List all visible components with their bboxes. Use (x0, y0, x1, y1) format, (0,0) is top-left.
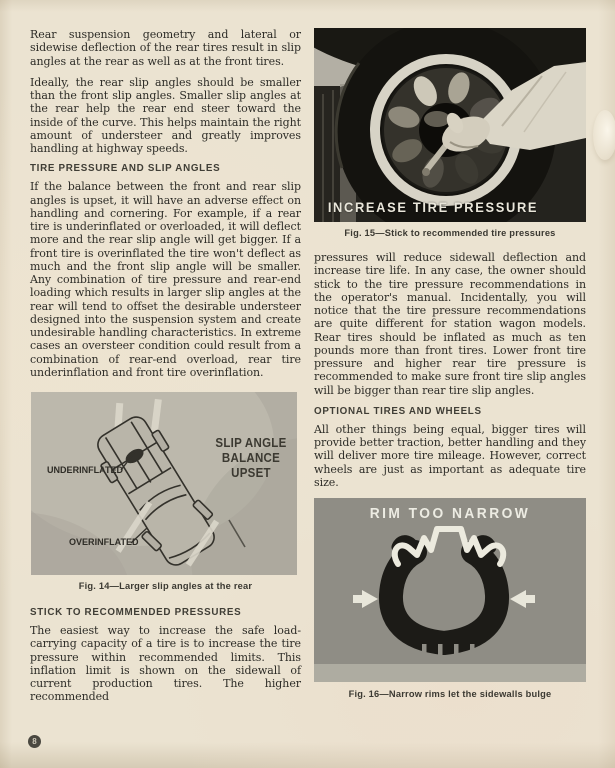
overinflated-label: OVERINFLATED (69, 537, 139, 548)
section-heading-recommended-pressures: STICK TO RECOMMENDED PRESSURES (30, 607, 242, 618)
paragraph: Ideally, the rear slip angles should be smaller than the front slip angles. Smaller slip angles at the rear help the rear end steer toward the inside of the curve. This helps maintain the right amount of understeer and greatly improves handling at highway speeds. (30, 75, 301, 155)
squeeze-arrow-right-tail (526, 595, 535, 603)
tread-notch (470, 644, 475, 656)
figure-15 (314, 28, 586, 238)
paragraph: If the balance between the front and rear slip angles is upset, it will have an adverse effect on handling and cornering. For example, if a rear tire is underinflated or overloaded, it will deflect more and the rear slip angle will get bigger. If a front tire is overinflated the tire won't deflect as much and the front slip angle will be smaller. Any combination of tire pressure and rear-end loading which results in larger slip angles at the rear will tend to offset the desirable understeer designed into the suspension system and create undesirable handling characteristics. In extreme cases an oversteer condition could result from a combination of rear-end overload, rear tire underinflation and front tire overinflation. (30, 180, 301, 379)
paragraph: The easiest way to increase the safe load-carrying capacity of a tire is to increase the tire pressure within recommended limits. This inflation limit is shown on the sidewall of current production tires. The higher recommended (30, 624, 301, 704)
figure-14-diagram (31, 392, 297, 575)
tire-pressure-photo (314, 28, 586, 222)
left-column (30, 28, 301, 712)
figure-14-caption: Fig. 14—Larger slip angles at the rear (78, 581, 253, 591)
diagram-background (314, 498, 586, 682)
figure-15-caption: Fig. 15—Stick to recommended tire pressures (344, 228, 556, 238)
gauge-tip (422, 168, 430, 176)
rim-too-narrow-diagram (314, 498, 586, 682)
tread-notch (438, 644, 443, 656)
squeeze-arrow-left-tail (353, 595, 362, 603)
paper-artifact (593, 110, 615, 160)
right-column (314, 28, 586, 699)
figure-15-photo (314, 28, 586, 222)
figure-16-diagram (314, 498, 586, 682)
tread-notch (422, 644, 427, 656)
rim-too-narrow-title: RIM TOO NARROW (369, 506, 531, 522)
figure-14 (30, 392, 301, 591)
paragraph: pressures will reduce sidewall deflection and increase tire life. In any case, the owner should stick to the tire pressure recommendations in the operator's manual. Incidentally, you will notice that the tire pressure recommendations are quite different for station wagon models. Rear tires should be inflated as much as ten pounds more than front tires. Lower front tire pressure and higher rear tire pressure is recommended to make sure front tire slip angles will be bigger than rear tire slip angles. (314, 251, 586, 397)
tread-notch (454, 644, 459, 656)
dome-highlight (424, 111, 450, 127)
section-heading-tire-pressure: TIRE PRESSURE AND SLIP ANGLES (30, 163, 221, 175)
figure-16-caption: Fig. 16—Narrow rims let the sidewalls bulge (348, 689, 552, 699)
underinflated-label: UNDERINFLATED (47, 465, 124, 476)
paragraph: Rear suspension geometry and lateral or sidewise deflection of the rear tires result in slip angles at the rear as well as at the front tires. (30, 28, 301, 68)
slip-angle-callout: SLIP ANGLE BALANCE UPSET (215, 436, 287, 480)
paragraph: All other things being equal, bigger tires will provide better traction, better handling and they will deliver more tire mileage. However, correct wheels are just as important as adequate tire size. (314, 422, 586, 489)
floor-strip (314, 664, 586, 682)
section-heading-optional-tires: OPTIONAL TIRES AND WHEELS (314, 405, 482, 417)
page-number-badge: 8 (28, 735, 41, 748)
increase-tire-pressure-overlay: INCREASE TIRE PRESSURE (327, 199, 539, 215)
figure-16 (314, 498, 586, 699)
